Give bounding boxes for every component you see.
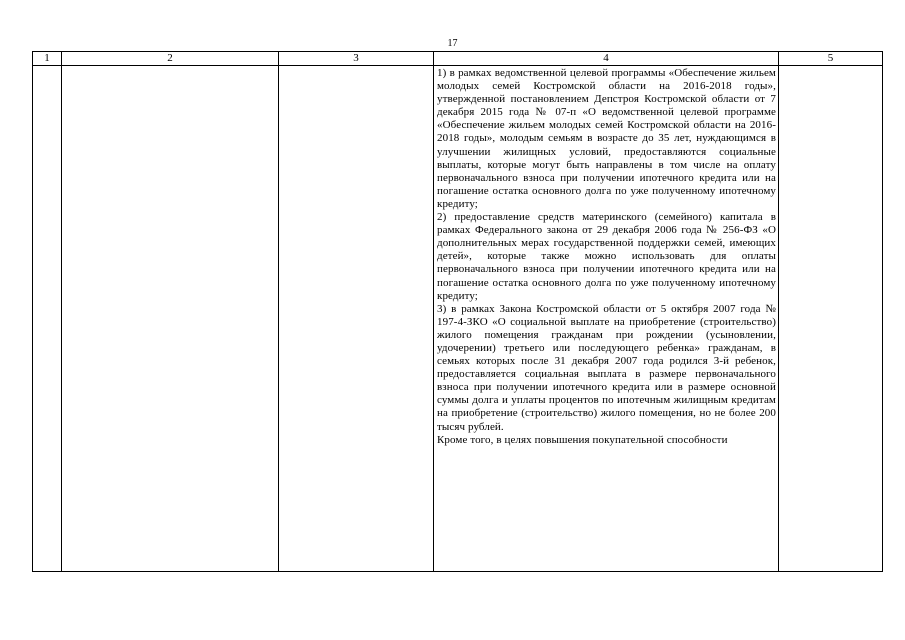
column-header-5: 5: [779, 52, 883, 66]
document-table: [32, 51, 883, 572]
page-number: 17: [447, 38, 458, 49]
cell-column-3: [279, 66, 434, 572]
column-header-3: 3: [279, 52, 434, 66]
paragraph-item-1: 1) в рамках ведомственной целевой программы «Обеспечение жильем молодых семей Костромской области на 2016-2018 годы», утвержденной постановлением Депстроя Костромской области от 7 декабря 2015 года № 07-п «О ведомственной целевой программе «Обеспечение жильем молодых семей Костромской области на 2016-2018 годы», молодым семьям в возрасте до 35 лет, нуждающимся в улучшении жилищных условий, предоставляются социальные выплаты, которые могут быть направлены в том числе на оплату первоначального взноса при получении ипотечного кредита или на погашение остатка основного долга по уже полученному ипотечному кредиту;: [437, 67, 776, 210]
cell-column-4: [434, 66, 779, 572]
cell-column-1: [33, 66, 62, 572]
paragraph-item-2: 2) предоставление средств материнского (семейного) капитала в рамках Федерального закона от 29 декабря 2006 года № 256-ФЗ «О дополнительных мерах государственной поддержки семей, имеющих детей», которые также можно использовать для оплаты первоначального взноса при получении ипотечного кредита или на погашение остатка основного долга по уже полученному ипотечному кредиту;: [437, 211, 776, 302]
column-header-1: 1: [33, 52, 62, 66]
paragraph-continuation: Кроме того, в целях повышения покупательной способности: [437, 433, 728, 446]
cell-column-5: [779, 66, 883, 572]
table-row: [33, 66, 883, 572]
cell-column-2: [62, 66, 279, 572]
paragraph-item-3: 3) в рамках Закона Костромской области от 5 октября 2007 года № 197-4-ЗКО «О социальной выплате на приобретение (строительство) жилого помещения гражданам при рождении (усыновлении, удочерении) третьего или последующего ребенка» гражданам, в семьях которых после 31 декабря 2007 года родился 3-й ребенок, предоставляется социальная выплата в размере первоначального взноса при получении ипотечного кредита или в размере основной суммы долга и уплаты процентов по ипотечным жилищным кредитам на приобретение (строительство) жилого помещения, но не более 200 тысяч рублей.: [437, 302, 776, 433]
column-header-4: 4: [434, 52, 779, 66]
column-header-2: 2: [62, 52, 279, 66]
header-row: [33, 52, 883, 66]
